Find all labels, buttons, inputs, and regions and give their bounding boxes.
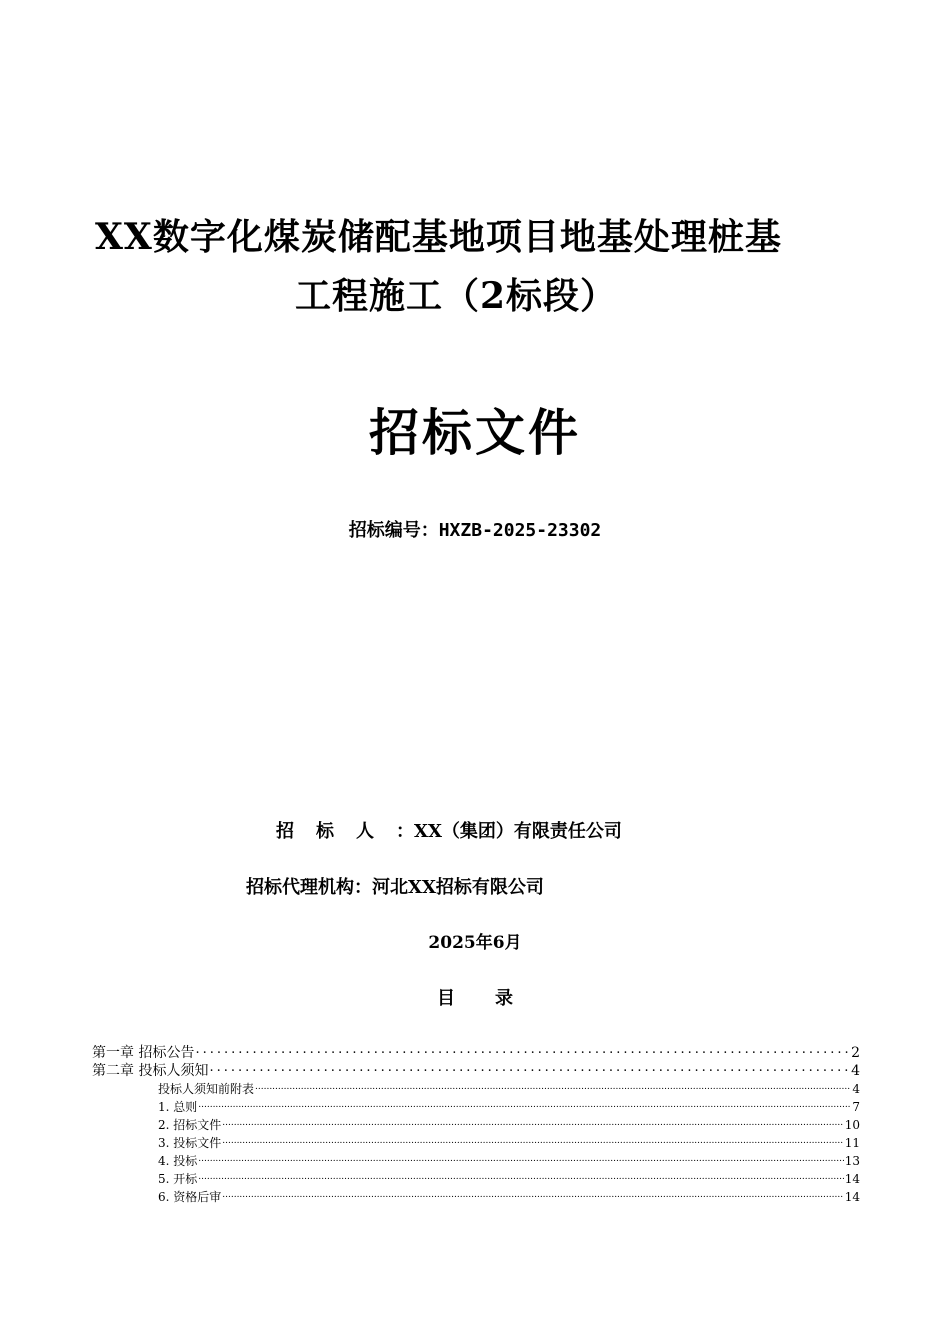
toc-leader [198, 1169, 843, 1183]
toc-leader [195, 1043, 850, 1057]
toc-entry[interactable] [92, 1061, 860, 1079]
toc-entry-page: 14 [844, 1190, 860, 1204]
tenderer-value: ：XX（集团）有限责任公司 [396, 821, 622, 842]
agency-row [246, 875, 544, 901]
bid-number: 招标编号：HXZB-2025-23302 [348, 520, 602, 541]
toc-entry[interactable] [92, 1151, 860, 1169]
issue-date: 2025年6月 [428, 933, 522, 953]
toc-leader [222, 1115, 843, 1129]
project-title-line-2: 工程施工（2标段） [295, 275, 618, 317]
toc-heading: 目录 [437, 988, 553, 1009]
toc-entry-page: 11 [844, 1136, 860, 1150]
toc-leader [198, 1097, 851, 1111]
toc-leader [198, 1151, 843, 1165]
toc-entry-page: 14 [844, 1172, 860, 1186]
toc-entry[interactable] [92, 1169, 860, 1187]
agency-value: ：河北XX招标有限公司 [354, 877, 544, 898]
toc-entry[interactable] [92, 1115, 860, 1133]
toc-leader [222, 1133, 843, 1147]
toc-leader [255, 1079, 851, 1093]
toc-entry-title: 2. 招标文件 [158, 1118, 222, 1132]
toc-leader [222, 1187, 843, 1201]
toc-leader [209, 1061, 850, 1075]
toc-entry-page: 10 [844, 1118, 860, 1132]
toc-entry-title: 3. 投标文件 [158, 1136, 222, 1150]
toc-entry-page: 4 [851, 1063, 860, 1079]
toc-entry[interactable] [92, 1043, 860, 1061]
toc-entry-page: 2 [851, 1045, 860, 1061]
toc-entry-title: 第一章 招标公告 [92, 1045, 195, 1061]
toc-entry-title: 6. 资格后审 [158, 1190, 222, 1204]
toc-entry-page: 7 [852, 1100, 860, 1114]
toc-entry[interactable] [92, 1187, 860, 1205]
toc-entry[interactable] [92, 1079, 860, 1097]
toc-entry[interactable] [92, 1133, 860, 1151]
project-title-line-1: XX数字化煤炭储配基地项目地基处理桩基 [95, 216, 782, 258]
table-of-contents [92, 1043, 860, 1205]
toc-entry[interactable] [92, 1097, 860, 1115]
toc-entry-title: 第二章 投标人须知 [92, 1063, 209, 1079]
toc-entry-title: 投标人须知前附表 [158, 1082, 255, 1096]
toc-entry-page: 13 [844, 1154, 860, 1168]
toc-entry-title: 4. 投标 [158, 1154, 198, 1168]
tenderer-row [276, 819, 622, 845]
agency-label: 招标代理机构 [246, 877, 354, 898]
toc-entry-title: 1. 总则 [158, 1100, 198, 1114]
tenderer-label: 招标人 [276, 821, 396, 842]
toc-entry-page: 4 [852, 1082, 860, 1096]
toc-entry-title: 5. 开标 [158, 1172, 198, 1186]
document-type-heading: 招标文件 [369, 403, 581, 462]
